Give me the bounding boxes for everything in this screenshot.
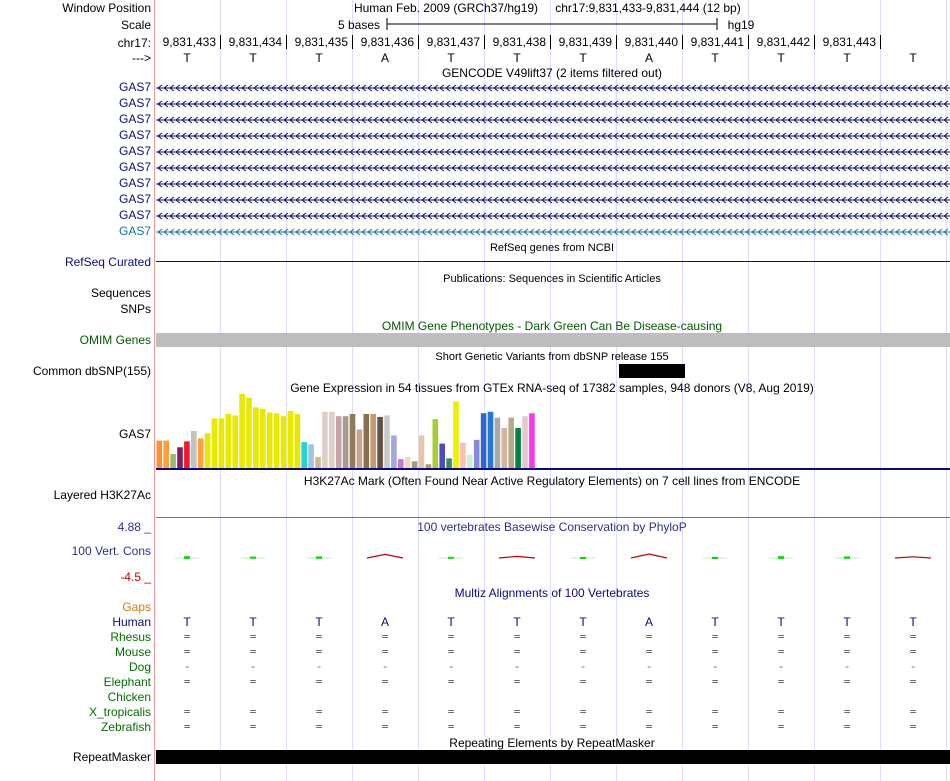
gtex-tissue-bar[interactable] [232,415,238,468]
ruler-position-label: 9,831,438 [492,35,546,49]
species-label[interactable]: Human [112,615,151,629]
alignment-char: = [579,675,587,688]
species-label[interactable]: Dog [128,660,151,674]
gtex-tissue-bar[interactable] [419,435,425,468]
phylop-score[interactable] [571,557,595,559]
alignment-char: = [843,630,851,643]
alignment-char: = [843,705,851,718]
alignment-char: = [645,630,653,643]
phylop-wiggle[interactable] [156,535,950,583]
refseq-gene-line[interactable] [156,261,950,262]
gtex-tissue-bar[interactable] [433,419,439,468]
gencode-transcript[interactable] [156,165,950,171]
phylop-score[interactable] [499,556,535,558]
gtex-tissue-bar[interactable] [239,394,245,468]
alignment-char: = [381,630,389,643]
gtex-tissue-bar[interactable] [502,428,508,468]
phylop-score[interactable] [241,557,265,559]
alignment-char: = [183,705,191,718]
ruler-position-label: 9,831,443 [822,35,876,49]
omim-gene-bar[interactable] [156,333,950,347]
gtex-tissue-bar[interactable] [474,440,480,468]
alignment-char: = [645,645,653,658]
database-text: hg19 [727,18,755,32]
gtex-tissue-bar[interactable] [439,444,445,468]
gencode-transcript[interactable] [156,229,950,235]
alignment-char: = [381,645,389,658]
gtex-tissue-bar[interactable] [508,418,514,468]
scale-label: Scale [120,18,151,32]
gencode-transcript-label[interactable]: GAS7 [118,80,151,94]
refseq-track-label[interactable]: RefSeq Curated [64,255,151,269]
gencode-transcript-label[interactable]: GAS7 [118,160,151,174]
alignment-char: T [843,615,851,629]
alignment-char: T [315,615,323,629]
alignment-char: = [711,645,719,658]
dna-base: T [579,51,587,65]
gencode-transcript-label[interactable]: GAS7 [118,192,151,206]
dbsnp-variant[interactable] [619,364,685,378]
dna-base: T [513,51,521,65]
phylop-score[interactable] [703,557,727,559]
alignment-char: - [711,660,719,673]
ruler-tick [880,35,881,49]
gtex-tissue-bar[interactable] [391,435,397,468]
alignment-char: T [249,615,257,629]
gencode-transcript[interactable] [156,133,950,139]
omim-track-label[interactable]: OMIM Genes [79,333,151,347]
dna-base: T [315,51,323,65]
ruler-position-label: 9,831,435 [294,35,348,49]
alignment-char: = [513,645,521,658]
ruler-tick [484,35,485,49]
dna-base: A [380,51,390,65]
alignment-char: - [645,660,653,673]
species-label[interactable]: Mouse [114,645,151,659]
alignment-char: = [777,675,785,688]
gencode-transcript-label[interactable]: GAS7 [118,112,151,126]
gtex-tissue-bar[interactable] [357,430,363,468]
dna-base: T [183,51,191,65]
alignment-char: = [579,705,587,718]
alignment-char: = [249,645,257,658]
dna-base: T [909,51,917,65]
h3k27ac-baseline [156,517,950,518]
alignment-char: T [183,615,191,629]
gtex-tissue-bar[interactable] [177,447,183,468]
alignment-char: = [579,630,587,643]
gtex-tissue-bar[interactable] [350,414,356,468]
gtex-tissue-bar[interactable] [426,464,432,468]
gtex-bar-chart[interactable] [156,394,950,472]
gencode-transcript-label[interactable]: GAS7 [118,128,151,142]
ruler-tick [418,35,419,49]
scale-text: 5 bases [337,18,381,32]
dbsnp-track-label[interactable]: Common dbSNP(155) [32,364,151,378]
alignment-char: = [579,720,587,733]
alignment-char: = [909,675,917,688]
gtex-tissue-bar[interactable] [446,458,452,468]
alignment-char: = [447,705,455,718]
alignment-char: = [249,705,257,718]
phylop-score[interactable] [769,556,793,559]
gtex-tissue-bar[interactable] [529,413,535,468]
gtex-tissue-bar[interactable] [481,413,487,468]
alignment-char: = [447,675,455,688]
alignment-char: = [777,705,785,718]
alignment-char: = [777,630,785,643]
alignment-char: - [183,660,191,673]
repeatmasker-track-label[interactable]: RepeatMasker [72,750,151,764]
phylop-score[interactable] [175,556,199,559]
gtex-tissue-bar[interactable] [453,401,459,468]
gtex-tissue-bar[interactable] [295,414,301,468]
ruler-tick [220,35,221,49]
species-label[interactable]: Zebrafish [100,720,151,734]
alignment-char: - [315,660,323,673]
species-label[interactable]: Rhesus [110,630,151,644]
alignment-char: = [909,720,917,733]
phylop-track-label[interactable]: 100 Vert. Cons [71,544,151,558]
ruler-tick [352,35,353,49]
gtex-tissue-bar[interactable] [198,438,204,468]
alignment-char: = [909,630,917,643]
gtex-tissue-bar[interactable] [336,416,342,468]
ruler-tick [550,35,551,49]
gencode-track-title: GENCODE V49lift37 (2 items filtered out) [441,66,663,80]
gencode-transcript-label[interactable]: GAS7 [118,176,151,190]
gencode-transcript-label[interactable]: GAS7 [118,208,151,222]
ruler-position-label: 9,831,439 [558,35,612,49]
track-label-pane [0,0,155,781]
phylop-max-label: 4.88 _ [117,520,151,534]
alignment-char: = [711,720,719,733]
strand-label: ---> [132,51,151,65]
gtex-tissue-bar[interactable] [412,461,418,468]
species-label[interactable]: Elephant [103,675,151,689]
snps-track-label[interactable]: SNPs [120,302,151,316]
alignment-char: = [777,720,785,733]
alignment-char: - [249,660,257,673]
gtex-tissue-bar[interactable] [315,457,321,468]
alignment-char: = [777,645,785,658]
alignment-char: T [777,615,785,629]
repeatmasker-track-title: Repeating Elements by RepeatMasker [449,736,655,750]
alignment-char: = [579,645,587,658]
sequences-track-label[interactable]: Sequences [90,286,151,300]
alignment-char: T [711,615,719,629]
alignment-char: = [381,675,389,688]
ruler-position-label: 9,831,440 [624,35,678,49]
gtex-tissue-bar[interactable] [184,441,190,468]
dna-base: T [777,51,785,65]
alignment-char: = [315,720,323,733]
alignment-char: = [315,705,323,718]
phylop-track-title: 100 vertebrates Basewise Conservation by PhyloP [417,520,687,534]
gtex-tissue-bar[interactable] [384,415,390,468]
alignment-char: = [513,720,521,733]
gencode-transcript[interactable] [156,117,950,123]
alignment-char: = [645,675,653,688]
gtex-tissue-bar[interactable] [253,407,259,468]
alignment-char: = [843,720,851,733]
ruler-position-label: 9,831,433 [162,35,216,49]
alignment-char: = [645,705,653,718]
gtex-tissue-bar[interactable] [343,416,349,468]
gtex-tissue-bar[interactable] [288,411,294,468]
gtex-tissue-bar[interactable] [405,457,411,468]
gencode-transcript[interactable] [156,181,950,187]
phylop-score[interactable] [895,557,931,558]
gtex-tissue-bar[interactable] [260,409,266,468]
dbsnp-track-title: Short Genetic Variants from dbSNP release 155 [435,351,669,363]
gaps-label: Gaps [122,600,151,614]
alignment-char: = [711,630,719,643]
alignment-char: = [381,720,389,733]
alignment-char: = [843,675,851,688]
alignment-char: = [249,675,257,688]
gtex-tissue-bar[interactable] [301,442,307,468]
ruler-tick [682,35,683,49]
gtex-tissue-bar[interactable] [308,444,314,468]
ruler-position-label: 9,831,437 [426,35,480,49]
alignment-char: - [777,660,785,673]
alignment-char: - [843,660,851,673]
dna-base: T [711,51,719,65]
gtex-tissue-bar[interactable] [515,428,521,468]
alignment-char: = [711,675,719,688]
h3k27ac-track-title: H3K27Ac Mark (Often Found Near Active Regulatory Elements) on 7 cell lines from ENCODE [303,474,801,488]
gtex-tissue-bar[interactable] [495,418,501,468]
alignment-char: = [249,720,257,733]
gtex-track-title: Gene Expression in 54 tissues from GTEx RNA-seq of 17382 samples, 948 donors (V8, Aug 2019) [290,381,814,395]
gencode-transcripts[interactable] [156,80,950,240]
h3k27ac-track-label[interactable]: Layered H3K27Ac [53,488,151,502]
gencode-transcript-label[interactable]: GAS7 [118,224,151,238]
alignment-char: A [380,615,390,629]
gtex-tissue-bar[interactable] [205,433,211,468]
gtex-track-label[interactable]: GAS7 [118,427,151,441]
phylop-score[interactable] [835,556,859,558]
alignment-char: = [315,675,323,688]
alignment-char: = [183,675,191,688]
ruler-tick [616,35,617,49]
ruler-position-label: 9,831,441 [690,35,744,49]
dna-base: T [843,51,851,65]
alignment-char: T [909,615,917,629]
assembly-title: Human Feb. 2009 (GRCh37/hg19) [353,1,539,15]
alignment-char: - [447,660,455,673]
alignment-char: = [183,645,191,658]
ruler-tick [748,35,749,49]
alignment-char: = [843,645,851,658]
alignment-char: = [513,630,521,643]
gtex-tissue-bar[interactable] [467,455,473,468]
gtex-tissue-bar[interactable] [226,414,232,468]
alignment-char: T [579,615,587,629]
gtex-tissue-bar[interactable] [370,414,376,468]
multiz-track-title: Multiz Alignments of 100 Vertebrates [454,586,650,600]
gtex-tissue-bar[interactable] [170,454,176,468]
omim-track-title: OMIM Gene Phenotypes - Dark Green Can Be Disease-causing [381,319,723,333]
ruler-tick [286,35,287,49]
alignment-char: = [315,645,323,658]
gtex-tissue-bar[interactable] [219,418,225,468]
alignment-char: = [315,630,323,643]
ruler-position-label: 9,831,434 [228,35,282,49]
alignment-char: - [579,660,587,673]
gtex-tissue-bar[interactable] [322,412,328,468]
alignment-char: = [513,675,521,688]
gtex-tissue-bar[interactable] [398,459,404,468]
gtex-tissue-bar[interactable] [191,431,197,468]
alignment-char: = [447,645,455,658]
alignment-char: = [909,705,917,718]
gtex-tissue-bar[interactable] [274,413,280,468]
window-position-label: Window Position [62,1,151,15]
alignment-char: - [381,660,389,673]
alignment-char: = [183,720,191,733]
gencode-transcript[interactable] [156,101,950,107]
refseq-track-title: RefSeq genes from NCBI [489,242,615,254]
repeatmasker-element[interactable] [156,750,950,764]
ruler-position-label: 9,831,436 [360,35,414,49]
phylop-score[interactable] [439,557,463,559]
gtex-tissue-bar[interactable] [522,416,528,468]
phylop-min-label: -4.5 _ [120,570,151,584]
gencode-transcript[interactable] [156,197,950,203]
phylop-score[interactable] [367,554,403,558]
alignment-char: = [909,645,917,658]
alignment-char: = [645,720,653,733]
gtex-tissue-bar[interactable] [246,398,252,468]
alignment-char: T [447,615,455,629]
gtex-tissue-bar[interactable] [488,412,494,468]
gencode-transcript[interactable] [156,213,950,219]
track-area[interactable] [156,0,950,781]
phylop-score[interactable] [631,554,667,558]
alignment-char: - [513,660,521,673]
species-label[interactable]: X_tropicalis [88,705,151,719]
chromosome-label: chr17: [117,36,151,50]
dna-base: T [249,51,257,65]
alignment-char: = [711,705,719,718]
gtex-tissue-bar[interactable] [212,418,218,468]
alignment-char: A [644,615,654,629]
alignment-char: - [909,660,917,673]
gencode-transcript-label[interactable]: GAS7 [118,144,151,158]
gtex-tissue-bar[interactable] [460,443,466,468]
ruler-position-label: 9,831,442 [756,35,810,49]
species-label[interactable]: Chicken [107,690,151,704]
publications-track-title: Publications: Sequences in Scientific Articles [443,273,661,285]
gtex-tissue-bar[interactable] [267,413,273,469]
phylop-score[interactable] [307,556,331,558]
alignment-char: T [513,615,521,629]
ruler-tick [814,35,815,49]
coordinate-title: chr17:9,831,433-9,831,444 (12 bp) [555,1,741,15]
gtex-tissue-bar[interactable] [157,441,163,468]
alignment-char: = [381,705,389,718]
gencode-transcript-label[interactable]: GAS7 [118,96,151,110]
scale-bar [386,17,720,31]
dna-base: A [644,51,654,65]
gtex-tissue-bar[interactable] [163,441,169,468]
gtex-tissue-bar[interactable] [281,416,287,468]
gencode-transcript[interactable] [156,149,950,155]
gtex-tissue-bar[interactable] [364,414,370,468]
alignment-char: = [513,705,521,718]
dna-base: T [447,51,455,65]
gtex-tissue-bar[interactable] [377,417,383,468]
alignment-char: = [447,720,455,733]
gencode-transcript[interactable] [156,85,950,91]
alignment-char: = [447,630,455,643]
alignment-char: = [249,630,257,643]
gtex-tissue-bar[interactable] [329,412,335,468]
alignment-char: = [183,630,191,643]
